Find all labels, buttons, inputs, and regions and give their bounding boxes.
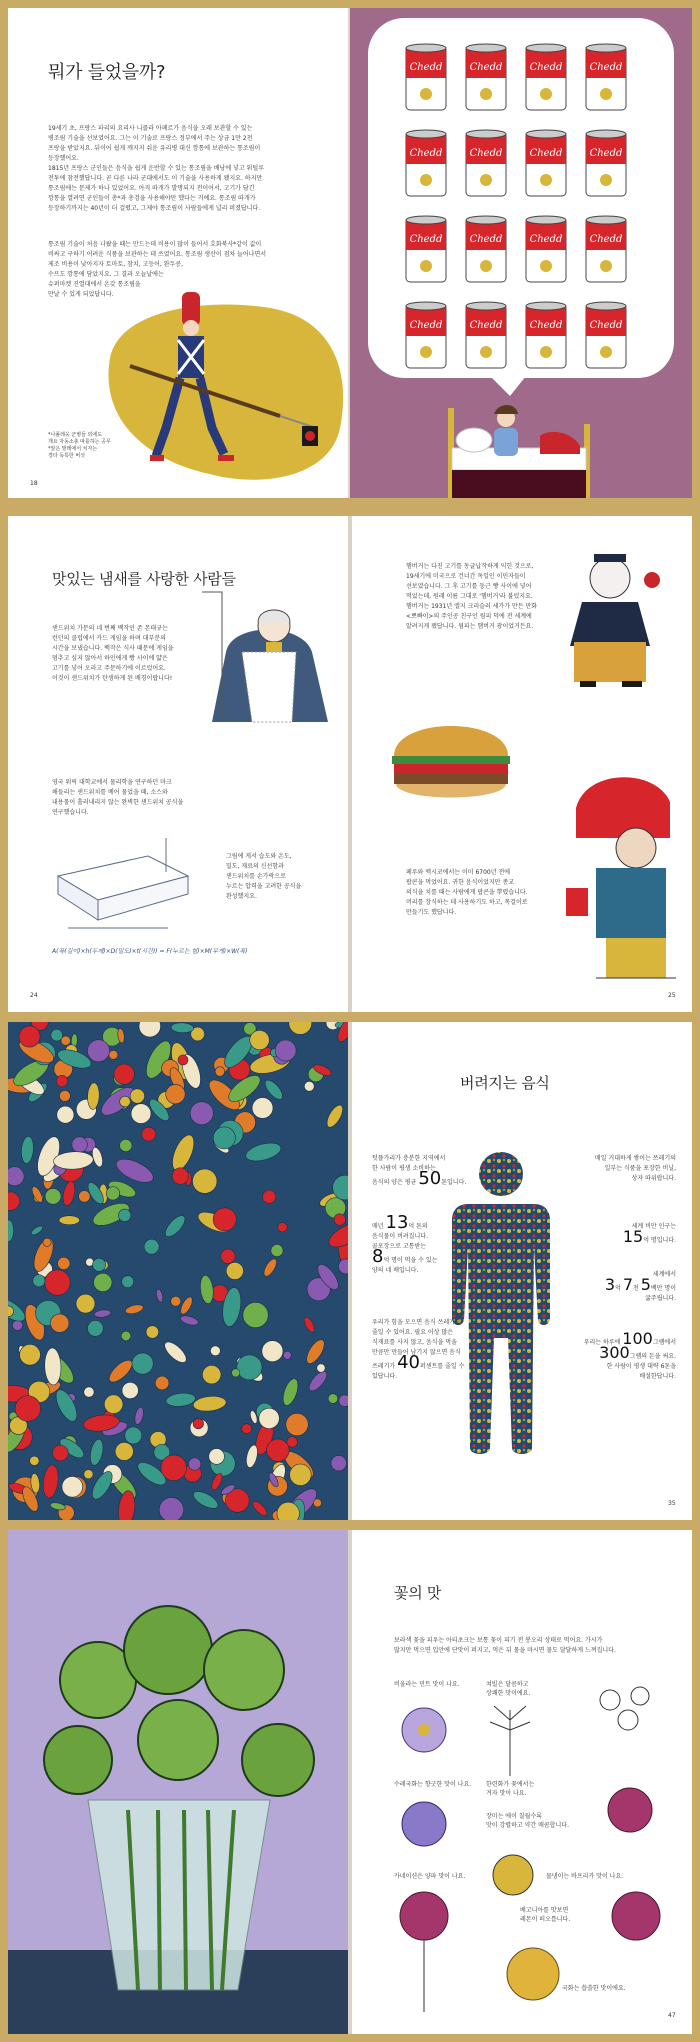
stat-text: 그램의 돈을 써요. 한 사람이 평생 대략 6톤을 배설한답니다. [606, 1353, 676, 1380]
food-shape [52, 1445, 68, 1461]
food-shape [317, 1364, 325, 1372]
food-shape [221, 1249, 236, 1264]
page-number: 47 [668, 2012, 676, 2019]
food-shape [58, 1257, 71, 1270]
food-shape [192, 1395, 226, 1413]
wimpy-illustration [560, 546, 680, 696]
food-shape [171, 1022, 194, 1033]
food-shape [213, 1127, 235, 1149]
food-shape [44, 1348, 61, 1386]
food-shape [290, 1464, 312, 1486]
food-shape [131, 1104, 151, 1124]
food-shape [226, 1262, 243, 1279]
food-shape [142, 1127, 156, 1141]
stat-text: 텃플가리가 충분한 지역에서 한 사람이 평생 소비하는 음식의 양은 평균 [372, 1155, 446, 1186]
page-left [8, 516, 350, 1012]
soup-can-icon [462, 214, 510, 286]
soup-can-icon [402, 42, 450, 114]
stat-text: 억 명이 먹을 수 있는 양의 네 배입니다. [372, 1257, 438, 1274]
food-shape [232, 1369, 240, 1377]
hamburger-illustration [386, 706, 516, 816]
svg-text:Chedd: Chedd [469, 320, 503, 331]
svg-text:Chedd: Chedd [589, 148, 623, 159]
food-shape [20, 1136, 34, 1164]
stat-text: 세계 비만 인구는 [631, 1223, 676, 1230]
stat-number: 3 [604, 1275, 616, 1294]
page-title: 버려지는 음식 [460, 1074, 550, 1092]
food-shape [328, 1394, 338, 1404]
food-shape [19, 1026, 40, 1047]
stat-number: 40 [397, 1352, 421, 1373]
food-shape [109, 1050, 118, 1059]
flower-caption: 카네이션은 양파 맛이 나요. [394, 1873, 466, 1880]
stat-reduce-waste [372, 1318, 482, 1382]
page-left-food-pattern [8, 1022, 350, 1520]
soup-can-icon [522, 42, 570, 114]
food-shape [161, 1339, 189, 1366]
flower-caption: 비올라는 민트 맛이 나요. [394, 1681, 460, 1688]
flower-caption: 수레국화는 향긋한 맛이 나요. [394, 1781, 472, 1788]
food-shape [144, 1239, 159, 1254]
begonia-icon [606, 1886, 666, 1946]
svg-text:Chedd: Chedd [409, 62, 443, 73]
food-shape [57, 1106, 74, 1123]
food-shape [168, 1132, 198, 1174]
food-shape [280, 1377, 301, 1407]
stat-wasted-food [372, 1212, 472, 1276]
sandwich-sketch [48, 836, 198, 936]
chervil-icon [480, 1700, 540, 1780]
stat-packaging: 매일 거대하게 쌓이는 쓰레기의 일부는 식품을 포장한 비닐, 상자 따위랍니다. [594, 1155, 676, 1182]
food-shape [120, 1096, 131, 1107]
page-right [350, 1022, 692, 1520]
flower-caption: 장미는 에이 칠월수록 맛이 강렬하고 약간 매콤합니다. [486, 1813, 569, 1829]
food-shape [250, 1030, 270, 1050]
food-shape [125, 1427, 142, 1444]
food-shape [313, 1499, 321, 1507]
food-shape [209, 1449, 225, 1465]
food-shape [114, 1064, 134, 1084]
soup-can-icon [582, 42, 630, 114]
stat-text: 퍼센트를 줄일 수 있답니다. [372, 1363, 465, 1380]
footnote: *나폴레옹 군병들 외에도 개요 자동소총 따를하는 공무 *알은 말레에서 치자는 경타 독특한 버섯 [48, 432, 111, 459]
food-shape [165, 1392, 196, 1408]
food-shape [210, 1472, 225, 1492]
stat-text: 우리는 하루에 [583, 1339, 621, 1346]
food-shape [261, 1257, 279, 1278]
food-pattern-illustration [8, 1022, 350, 1520]
artichoke-vase-illustration [8, 1530, 350, 2034]
stat-obesity [566, 1222, 676, 1246]
svg-text:Chedd: Chedd [589, 62, 623, 73]
food-shape [243, 1302, 268, 1327]
food-shape [53, 1151, 94, 1170]
flower-caption: 쳐빌은 달콤하고 상쾌한 맛이에요. [486, 1681, 531, 1697]
food-shape [61, 1180, 77, 1207]
soup-can-icon [582, 300, 630, 372]
food-shape [259, 1408, 279, 1428]
food-shape [302, 1315, 316, 1333]
food-shape [306, 1368, 330, 1393]
body-text: 샌드위치 가문의 네 번째 백작인 존 몬태규는 런던의 클럽에서 카드 게임을 하며 대부분의 시간을 보냈습니다. 백작은 식사 때문에 게임을 멈추고 싶지 않아서 하인에게 빵 사이에 얇은 고기를 넣어 오라고 주문하기에 이르렀어요. 이것이 샌드위치가 탄생하게 된 배경이랍니다! [52, 625, 174, 682]
food-shape [178, 1295, 194, 1316]
food-shape [43, 1238, 51, 1246]
food-shape [171, 1296, 181, 1306]
food-shape [115, 1442, 133, 1460]
stat-daily-waste [546, 1329, 676, 1382]
page-number: 35 [668, 1500, 676, 1507]
flower-caption: 한련화가 꽃에서는 겨자 맛이 나요. [486, 1781, 535, 1797]
body-text: 영국 워릭 대학교에서 물리학을 연구하던 마크 해들리는 샌드위치를 베어 물었을 때, 소스와 내용물이 흘러내리지 않는 완벽한 샌드위치 공식을 연구했습니다. [52, 779, 184, 816]
food-shape [94, 1309, 111, 1318]
food-shape [162, 1213, 188, 1240]
food-shape [50, 1501, 66, 1511]
food-shape [237, 1355, 262, 1380]
soup-can-icon [522, 214, 570, 286]
viola-icon [394, 1700, 454, 1760]
food-shape [87, 1083, 100, 1110]
svg-text:Chedd: Chedd [529, 234, 563, 245]
soup-can-icon [582, 214, 630, 286]
page-number: 24 [30, 992, 38, 999]
food-shape [59, 1216, 80, 1225]
page-title: 뭐가 들었을까? [48, 62, 166, 83]
body-text: 햄버거는 다진 고기를 동글납작하게 익힌 것으로, 19세기에 미국으로 건너간 독일인 이민자들이 선보였습니다. 그 후 고기를 둥근 빵 사이에 넣어 먹었는데, 원래 이름 그대로 '햄버거'라 불렀지요. 햄버거는 1931년 엘지 크리슬러 세가가 만든 만화 <뽀빠이>의 주인공 친구인 웜피 덕에 전 세계에 알려지게 됐답니다. 웜피는 햄버거 광이었거든요. [406, 563, 538, 630]
stat-lifetime-food [372, 1154, 482, 1188]
svg-text:Chedd: Chedd [469, 234, 503, 245]
food-shape [93, 1258, 106, 1271]
food-shape [193, 1418, 204, 1429]
artichoke-icon [44, 1606, 314, 1796]
body-text: 통조림 기술이 처음 나왔을 때는 만드는데 비용이 많이 들어서 호화북사*같이 값이 비싸고 구하기 어려운 식품을 보관하는 데 쓰였어요. 통조림 생산이 점차 늘어나면서 제조 비용이 낮아지자 토마토, 참치, 고등어, 완두콩, 수프도 깡통에 담았지요. 그 결과 오늘날에는 슈퍼마켓 진열대에서 온갖 통조림을 만날 수 있게 되었답니다. [48, 241, 267, 298]
food-shape [88, 1438, 105, 1466]
flower-caption: 국화는 씁쓸한 맛이에요. [562, 1985, 626, 1992]
chrysanthemum-icon [500, 1944, 566, 2004]
food-shape [155, 1289, 164, 1303]
food-shape [33, 1275, 45, 1287]
food-shape [188, 1458, 200, 1470]
stat-text: 매년 [372, 1223, 384, 1230]
body-text: 보라색 꽃을 피우는 아티초크는 보통 꽃이 피기 전 봉오리 상태로 먹어요. 가시가 많지만 먹으면 입안에 단맛이 퍼지고, 먹은 뒤 물을 마시면 물도 달달하게 느껴집니다. [394, 1637, 616, 1654]
food-shape [50, 1314, 69, 1333]
svg-text:Chedd: Chedd [409, 320, 443, 331]
food-shape [190, 1102, 213, 1125]
stat-text: 억 톤의 음식물이 버려집니다. 골포장으로 고통받는 [372, 1223, 428, 1250]
food-shape [76, 1294, 95, 1313]
svg-text:Chedd: Chedd [469, 148, 503, 159]
soup-can-icon [402, 128, 450, 200]
body-text: 페루와 멕시코에서는 이미 6700년 전에 팝콘을 먹었어요. 귀한 음식이었지만 종교 의식을 치를 때는 사람에게 팝콘을 뿌렸습니다. 머리를 장식하는 데 사용하기도 하고, 목걸이로 만들기도 했답니다. [406, 869, 528, 916]
person-silhouette [446, 1148, 556, 1458]
food-shape [178, 1055, 188, 1065]
carnation-icon [394, 1886, 454, 2016]
food-shape [242, 1424, 252, 1434]
soup-can-icon [462, 300, 510, 372]
body-text: 19세기 초, 프랑스 파리의 요리사 니콜라 아페르가 음식을 오래 보관할 수 있는 병조림 기술을 선보였어요. 그는 이 기술로 프랑스 정부에서 주는 상금 1만 2천 프랑을 받았지요. 뒤이어 쉽게 깨지지 쉬운 유리병 대신 깡통에 보관하는 통조림이 등장했어요. 1815년 프랑스 군인들은 음식을 쉽게 운반할 수 있는 통조림을 배낭에 넣고 워털루 전투에 참전했답니다. 곧 다른 나라 군대에서도 이 기술을 사용하게 됐지요. 하지만 통조림에는 문제가 하나 있었어요. 아직 따개가 발명되지 전이어서, 고기가 담긴 깡통을 열려면 군인들이 총*과 총검을 사용해야만 했다는 거예요. 통조림 따개가 등장하기까지는 40년이 더 걸렸고, 그제야 통조림이 사람들에게 널리 퍼졌답니다. [48, 125, 264, 212]
food-shape [283, 1351, 291, 1359]
food-shape [122, 1382, 138, 1398]
food-shape [94, 1273, 112, 1291]
page-number: 25 [668, 992, 676, 999]
food-shape [124, 1303, 144, 1315]
food-shape [120, 1139, 132, 1151]
page-right [350, 1530, 692, 2034]
stat-text: 백만 명이 굶주립니다. [645, 1285, 676, 1302]
food-shape [146, 1326, 159, 1339]
food-shape [289, 1022, 312, 1034]
food-shape [286, 1413, 308, 1435]
svg-text:Chedd: Chedd [529, 148, 563, 159]
soup-can-icon [462, 128, 510, 200]
page-number: 18 [30, 480, 38, 487]
svg-text:Chedd: Chedd [589, 234, 623, 245]
food-shape [202, 1365, 221, 1384]
soup-can-icon [402, 300, 450, 372]
stat-number: 7 [622, 1275, 633, 1294]
food-shape [172, 1168, 188, 1184]
page-left [8, 8, 350, 498]
food-shape [179, 1314, 199, 1327]
food-shape [20, 1344, 41, 1365]
page-right [350, 8, 692, 498]
food-shape [56, 1075, 67, 1086]
food-shape [139, 1022, 161, 1037]
page-left-artichoke [8, 1530, 350, 2034]
food-shape [324, 1103, 346, 1130]
food-shape [87, 1040, 109, 1062]
soup-can-icon [522, 128, 570, 200]
food-shape [59, 1090, 70, 1101]
food-shape [41, 1464, 60, 1499]
stat-number: 50 [418, 1168, 442, 1189]
food-shape [267, 1439, 290, 1462]
stat-number: 100 [622, 1329, 653, 1348]
cornflower-icon [394, 1796, 454, 1852]
stat-text: 우리가 힘을 모으면 음식 쓰레기를 줄일 수 있어요. 필요 이상 많은 식재료를 사지 않고, 음식을 먹을 만큼만 만들어 남기지 않으면 음식 쓰레기가 [372, 1319, 461, 1370]
stat-text: 세계에서 [652, 1271, 676, 1278]
flower-caption: 물냉이는 바프리카 맛이 나요. [546, 1873, 624, 1880]
food-shape [87, 1320, 103, 1336]
page-right [350, 516, 692, 1012]
earl-portrait [192, 582, 342, 732]
sandwich-formula: A(폭(길이)×h(두께)×D(밀도)×t(시간)) = F(누르는 힘)×M(무게)×W(폭) [52, 948, 248, 955]
food-shape [72, 1137, 88, 1153]
food-shape [215, 1067, 225, 1077]
food-shape [166, 1084, 185, 1103]
stat-text: 억 명입니다. [643, 1237, 676, 1244]
food-shape [106, 1187, 119, 1200]
stat-number: 13 [385, 1212, 409, 1233]
stat-text: 톤입니다. [441, 1179, 467, 1186]
nasturtium-icon [488, 1850, 538, 1900]
food-shape [213, 1208, 236, 1231]
rose-icon [600, 1780, 660, 1840]
stat-number: 300 [599, 1343, 630, 1362]
small-flowers-icon [590, 1680, 670, 1740]
food-shape [122, 1276, 134, 1288]
food-shape [8, 1192, 20, 1211]
food-shape [15, 1396, 41, 1422]
stat-hunger [546, 1270, 676, 1304]
food-shape [51, 1029, 63, 1041]
food-shape [334, 1214, 345, 1225]
stat-number: 15 [622, 1227, 644, 1246]
food-shape [159, 1497, 183, 1520]
svg-text:Chedd: Chedd [409, 148, 443, 159]
food-shape [30, 1224, 44, 1236]
food-shape [199, 1275, 215, 1305]
soup-can-icon [462, 42, 510, 114]
food-shape [45, 1270, 71, 1296]
food-shape [271, 1245, 283, 1257]
food-shape [191, 1488, 221, 1512]
spread-flower-taste [8, 1530, 692, 2034]
food-shape [210, 1346, 220, 1356]
body-text: 그림에 게서 습도와 온도, 밀도, 재료의 신선함과 샌드위치를 손가락으로 누르는 압력을 고려한 공식을 완성했지요. [226, 853, 302, 900]
food-shape [130, 1089, 144, 1103]
svg-text:Chedd: Chedd [409, 234, 443, 245]
food-shape [303, 1337, 327, 1366]
food-shape [12, 1320, 22, 1330]
food-shape [8, 1167, 24, 1186]
food-shape [62, 1476, 83, 1497]
food-shape [121, 1331, 131, 1341]
food-shape [104, 1395, 123, 1414]
food-shape [132, 1353, 153, 1374]
aztec-figure-illustration [536, 768, 686, 998]
food-shape [331, 1455, 346, 1470]
food-shape [84, 1470, 93, 1479]
spread-food-lovers [8, 516, 692, 1012]
soup-can-icon [582, 128, 630, 200]
food-shape [275, 1040, 296, 1061]
stat-number: 8 [372, 1246, 384, 1267]
stat-text: 억 [615, 1285, 621, 1292]
food-shape [30, 1456, 39, 1465]
food-shape [118, 1209, 130, 1221]
food-shape [278, 1222, 288, 1232]
food-shape [8, 1220, 14, 1242]
spread-food-waste [8, 1022, 692, 1520]
food-shape [106, 1357, 136, 1386]
food-shape [155, 1376, 169, 1390]
soup-can-icon [522, 300, 570, 372]
stat-text: 천 [633, 1285, 639, 1292]
svg-text:Chedd: Chedd [589, 320, 623, 331]
food-shape [84, 1387, 94, 1397]
svg-text:Chedd: Chedd [529, 320, 563, 331]
page-title: 맛있는 냄새를 사랑한 사람들 [52, 570, 236, 588]
stat-text: 그램에서 [652, 1339, 676, 1346]
svg-text:Chedd: Chedd [529, 62, 563, 73]
food-shape [192, 1169, 216, 1193]
food-shape [252, 1098, 273, 1119]
food-shape [262, 1341, 283, 1362]
soup-can-icon [402, 214, 450, 286]
bed-child-illustration [444, 388, 594, 498]
flower-caption: 베고니아를 맛보면 레몬이 떠오릅니다. [520, 1907, 571, 1923]
food-shape [133, 1406, 145, 1425]
spread-canned-food [8, 8, 692, 498]
svg-text:Chedd: Chedd [469, 62, 503, 73]
food-shape [52, 1387, 81, 1425]
food-shape [263, 1190, 276, 1203]
food-shape [304, 1081, 314, 1091]
food-shape [79, 1191, 91, 1203]
food-shape [244, 1140, 283, 1165]
food-shape [251, 1499, 269, 1518]
stat-number: 5 [640, 1275, 651, 1294]
page-title: 꽃의 맛 [394, 1584, 442, 1602]
food-shape [45, 1188, 61, 1204]
